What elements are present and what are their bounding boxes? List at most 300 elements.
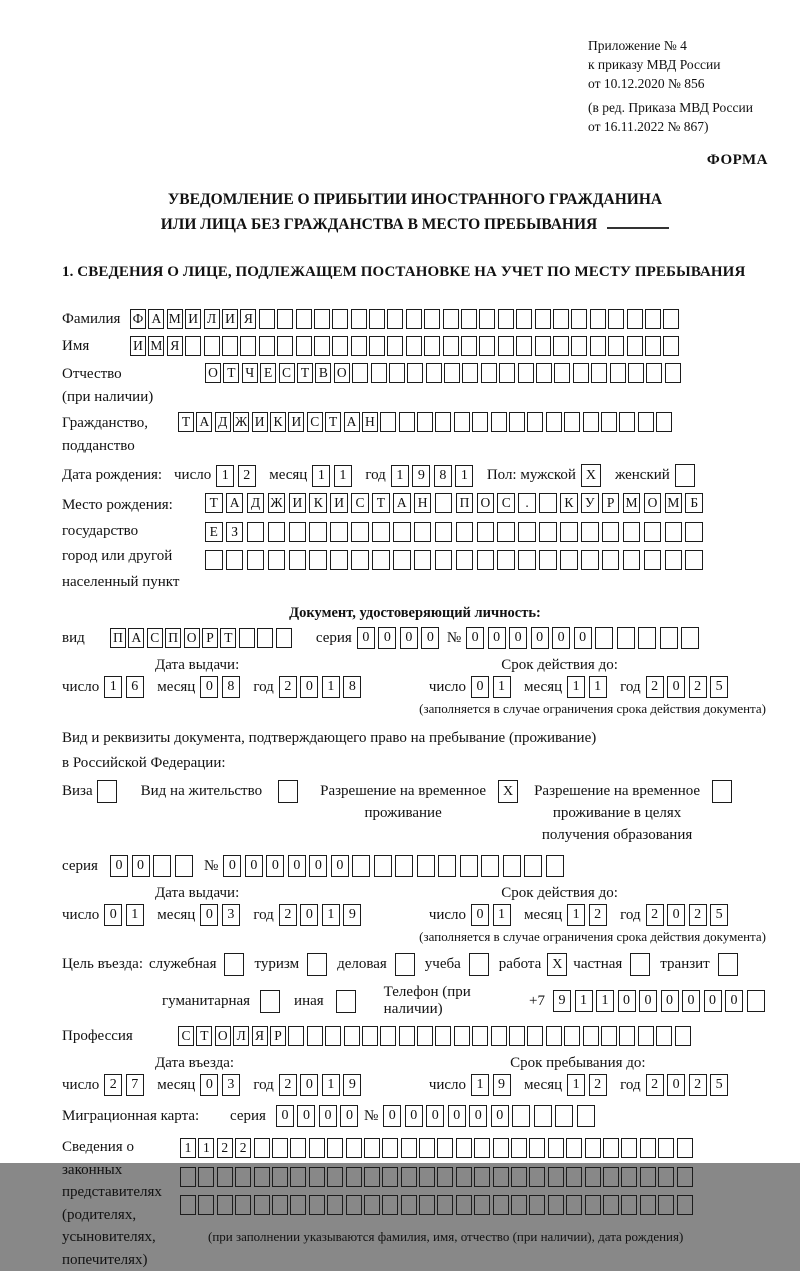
char-cell[interactable] bbox=[610, 363, 626, 383]
char-cell[interactable] bbox=[454, 1026, 470, 1046]
char-cell[interactable] bbox=[204, 336, 220, 356]
char-cell[interactable] bbox=[663, 336, 679, 356]
char-cell[interactable] bbox=[619, 412, 635, 432]
char-cell[interactable] bbox=[307, 1026, 323, 1046]
birth-place-field-1[interactable] bbox=[205, 493, 706, 513]
char-cell[interactable] bbox=[325, 1026, 341, 1046]
char-cell[interactable]: Т bbox=[196, 1026, 212, 1046]
char-cell[interactable] bbox=[527, 1026, 543, 1046]
char-cell[interactable] bbox=[535, 309, 551, 329]
char-cell[interactable] bbox=[351, 336, 367, 356]
tourism-checkbox[interactable] bbox=[307, 953, 327, 976]
char-cell[interactable] bbox=[309, 1195, 325, 1215]
char-cell[interactable]: 0 bbox=[200, 676, 218, 698]
char-cell[interactable] bbox=[247, 522, 265, 542]
char-cell[interactable] bbox=[276, 628, 292, 648]
char-cell[interactable] bbox=[309, 550, 327, 570]
char-cell[interactable] bbox=[364, 1167, 380, 1187]
char-cell[interactable]: 0 bbox=[704, 990, 722, 1012]
char-cell[interactable]: 9 bbox=[343, 1074, 361, 1096]
char-cell[interactable]: 1 bbox=[322, 904, 340, 926]
char-cell[interactable] bbox=[681, 627, 699, 649]
char-cell[interactable]: 0 bbox=[491, 1105, 509, 1127]
char-cell[interactable] bbox=[257, 628, 273, 648]
char-cell[interactable]: 0 bbox=[223, 855, 241, 877]
char-cell[interactable] bbox=[619, 1026, 635, 1046]
char-cell[interactable]: Т bbox=[372, 493, 390, 513]
char-cell[interactable]: С bbox=[351, 493, 369, 513]
char-cell[interactable] bbox=[399, 412, 415, 432]
char-cell[interactable] bbox=[380, 412, 396, 432]
char-cell[interactable]: 2 bbox=[646, 904, 664, 926]
char-cell[interactable]: 2 bbox=[646, 1074, 664, 1096]
char-cell[interactable]: К bbox=[309, 493, 327, 513]
char-cell[interactable] bbox=[511, 1167, 527, 1187]
char-cell[interactable] bbox=[382, 1138, 398, 1158]
char-cell[interactable]: 1 bbox=[312, 465, 330, 487]
char-cell[interactable]: 0 bbox=[639, 990, 657, 1012]
char-cell[interactable] bbox=[277, 336, 293, 356]
char-cell[interactable] bbox=[590, 336, 606, 356]
transit-checkbox[interactable] bbox=[718, 953, 738, 976]
char-cell[interactable]: 0 bbox=[300, 904, 318, 926]
char-cell[interactable] bbox=[546, 855, 564, 877]
char-cell[interactable]: М bbox=[167, 309, 183, 329]
legal-field-3[interactable] bbox=[180, 1195, 695, 1215]
char-cell[interactable] bbox=[290, 1167, 306, 1187]
char-cell[interactable] bbox=[640, 1195, 656, 1215]
char-cell[interactable]: 2 bbox=[689, 1074, 707, 1096]
char-cell[interactable]: 8 bbox=[434, 465, 452, 487]
char-cell[interactable] bbox=[314, 309, 330, 329]
char-cell[interactable]: Л bbox=[204, 309, 220, 329]
char-cell[interactable] bbox=[660, 627, 678, 649]
char-cell[interactable]: 2 bbox=[689, 904, 707, 926]
char-cell[interactable] bbox=[435, 522, 453, 542]
char-cell[interactable] bbox=[685, 550, 703, 570]
char-cell[interactable] bbox=[677, 1167, 693, 1187]
char-cell[interactable]: X bbox=[498, 780, 518, 803]
char-cell[interactable]: П bbox=[456, 493, 474, 513]
char-cell[interactable] bbox=[438, 855, 456, 877]
female-checkbox[interactable] bbox=[675, 464, 695, 487]
char-cell[interactable] bbox=[437, 1167, 453, 1187]
humanitarian-checkbox[interactable] bbox=[260, 990, 280, 1013]
char-cell[interactable]: С bbox=[178, 1026, 194, 1046]
char-cell[interactable] bbox=[675, 464, 695, 487]
char-cell[interactable] bbox=[289, 522, 307, 542]
char-cell[interactable] bbox=[477, 550, 495, 570]
char-cell[interactable] bbox=[407, 363, 423, 383]
char-cell[interactable] bbox=[566, 1195, 582, 1215]
char-cell[interactable] bbox=[387, 309, 403, 329]
char-cell[interactable]: Ж bbox=[233, 412, 249, 432]
char-cell[interactable]: 8 bbox=[222, 676, 240, 698]
char-cell[interactable] bbox=[479, 309, 495, 329]
char-cell[interactable]: И bbox=[288, 412, 304, 432]
char-cell[interactable] bbox=[656, 412, 672, 432]
char-cell[interactable] bbox=[260, 990, 280, 1013]
char-cell[interactable]: Я bbox=[252, 1026, 268, 1046]
char-cell[interactable] bbox=[663, 309, 679, 329]
char-cell[interactable] bbox=[512, 1105, 530, 1127]
char-cell[interactable] bbox=[424, 336, 440, 356]
birth-year-field[interactable] bbox=[391, 465, 477, 487]
char-cell[interactable] bbox=[477, 522, 495, 542]
char-cell[interactable] bbox=[509, 412, 525, 432]
char-cell[interactable]: А bbox=[196, 412, 212, 432]
char-cell[interactable] bbox=[583, 1026, 599, 1046]
char-cell[interactable] bbox=[665, 522, 683, 542]
char-cell[interactable] bbox=[372, 550, 390, 570]
char-cell[interactable]: 1 bbox=[471, 1074, 489, 1096]
char-cell[interactable]: 2 bbox=[279, 904, 297, 926]
char-cell[interactable]: 3 bbox=[222, 1074, 240, 1096]
char-cell[interactable] bbox=[414, 522, 432, 542]
char-cell[interactable]: А bbox=[128, 628, 144, 648]
char-cell[interactable] bbox=[456, 522, 474, 542]
char-cell[interactable]: 7 bbox=[126, 1074, 144, 1096]
stay-issue-year[interactable] bbox=[279, 904, 365, 926]
char-cell[interactable] bbox=[395, 953, 415, 976]
char-cell[interactable] bbox=[382, 1167, 398, 1187]
char-cell[interactable] bbox=[479, 336, 495, 356]
char-cell[interactable] bbox=[224, 953, 244, 976]
char-cell[interactable] bbox=[511, 1195, 527, 1215]
char-cell[interactable] bbox=[571, 309, 587, 329]
char-cell[interactable]: П bbox=[110, 628, 126, 648]
char-cell[interactable] bbox=[566, 1167, 582, 1187]
char-cell[interactable] bbox=[380, 1026, 396, 1046]
char-cell[interactable]: 1 bbox=[198, 1138, 214, 1158]
char-cell[interactable] bbox=[638, 627, 656, 649]
char-cell[interactable] bbox=[460, 855, 478, 877]
char-cell[interactable] bbox=[493, 1138, 509, 1158]
char-cell[interactable] bbox=[656, 1026, 672, 1046]
char-cell[interactable]: Т bbox=[325, 412, 341, 432]
char-cell[interactable] bbox=[658, 1138, 674, 1158]
char-cell[interactable]: 1 bbox=[567, 904, 585, 926]
char-cell[interactable] bbox=[198, 1195, 214, 1215]
char-cell[interactable] bbox=[571, 336, 587, 356]
char-cell[interactable]: 5 bbox=[710, 904, 728, 926]
char-cell[interactable]: 0 bbox=[309, 855, 327, 877]
char-cell[interactable] bbox=[529, 1195, 545, 1215]
char-cell[interactable] bbox=[217, 1195, 233, 1215]
char-cell[interactable]: И bbox=[252, 412, 268, 432]
temp-residence-edu-checkbox[interactable] bbox=[712, 780, 732, 803]
char-cell[interactable]: 0 bbox=[245, 855, 263, 877]
char-cell[interactable] bbox=[499, 363, 515, 383]
char-cell[interactable] bbox=[553, 336, 569, 356]
char-cell[interactable]: 0 bbox=[725, 990, 743, 1012]
char-cell[interactable] bbox=[435, 550, 453, 570]
char-cell[interactable] bbox=[595, 627, 613, 649]
char-cell[interactable]: С bbox=[279, 363, 295, 383]
char-cell[interactable] bbox=[603, 1138, 619, 1158]
char-cell[interactable] bbox=[601, 412, 617, 432]
char-cell[interactable]: 1 bbox=[575, 990, 593, 1012]
doc-valid-day[interactable] bbox=[471, 676, 514, 698]
char-cell[interactable]: С bbox=[307, 412, 323, 432]
char-cell[interactable] bbox=[217, 1167, 233, 1187]
char-cell[interactable]: X bbox=[547, 953, 567, 976]
residence-permit-checkbox[interactable] bbox=[278, 780, 298, 803]
char-cell[interactable] bbox=[546, 1026, 562, 1046]
char-cell[interactable]: 2 bbox=[217, 1138, 233, 1158]
char-cell[interactable] bbox=[401, 1138, 417, 1158]
char-cell[interactable] bbox=[307, 953, 327, 976]
char-cell[interactable] bbox=[247, 550, 265, 570]
char-cell[interactable]: А bbox=[226, 493, 244, 513]
char-cell[interactable] bbox=[665, 363, 681, 383]
char-cell[interactable]: К bbox=[560, 493, 578, 513]
char-cell[interactable] bbox=[362, 1026, 378, 1046]
char-cell[interactable] bbox=[665, 550, 683, 570]
char-cell[interactable] bbox=[677, 1138, 693, 1158]
char-cell[interactable] bbox=[548, 1195, 564, 1215]
char-cell[interactable] bbox=[327, 1195, 343, 1215]
char-cell[interactable] bbox=[601, 1026, 617, 1046]
char-cell[interactable]: 6 bbox=[126, 676, 144, 698]
char-cell[interactable] bbox=[469, 953, 489, 976]
char-cell[interactable] bbox=[417, 1026, 433, 1046]
char-cell[interactable]: 0 bbox=[300, 676, 318, 698]
char-cell[interactable] bbox=[393, 522, 411, 542]
char-cell[interactable] bbox=[374, 855, 392, 877]
char-cell[interactable]: Ч bbox=[242, 363, 258, 383]
char-cell[interactable]: 2 bbox=[104, 1074, 122, 1096]
char-cell[interactable]: 5 bbox=[710, 676, 728, 698]
birth-place-field-3[interactable] bbox=[205, 550, 706, 570]
char-cell[interactable] bbox=[346, 1167, 362, 1187]
char-cell[interactable] bbox=[497, 550, 515, 570]
char-cell[interactable]: 1 bbox=[322, 1074, 340, 1096]
char-cell[interactable] bbox=[254, 1138, 270, 1158]
char-cell[interactable] bbox=[621, 1195, 637, 1215]
other-checkbox[interactable] bbox=[336, 990, 356, 1013]
char-cell[interactable] bbox=[351, 522, 369, 542]
char-cell[interactable]: 0 bbox=[469, 1105, 487, 1127]
char-cell[interactable] bbox=[511, 1138, 527, 1158]
char-cell[interactable]: М bbox=[665, 493, 683, 513]
char-cell[interactable]: 0 bbox=[667, 904, 685, 926]
char-cell[interactable]: Я bbox=[240, 309, 256, 329]
char-cell[interactable]: 0 bbox=[421, 627, 439, 649]
char-cell[interactable]: Т bbox=[178, 412, 194, 432]
char-cell[interactable] bbox=[288, 1026, 304, 1046]
char-cell[interactable]: 0 bbox=[340, 1105, 358, 1127]
char-cell[interactable]: Р bbox=[270, 1026, 286, 1046]
char-cell[interactable] bbox=[747, 990, 765, 1012]
char-cell[interactable] bbox=[454, 412, 470, 432]
char-cell[interactable]: К bbox=[270, 412, 286, 432]
profession-field[interactable] bbox=[178, 1026, 693, 1046]
char-cell[interactable] bbox=[591, 363, 607, 383]
char-cell[interactable]: 0 bbox=[132, 855, 150, 877]
char-cell[interactable]: 0 bbox=[276, 1105, 294, 1127]
char-cell[interactable] bbox=[419, 1138, 435, 1158]
char-cell[interactable] bbox=[497, 522, 515, 542]
char-cell[interactable]: 1 bbox=[126, 904, 144, 926]
char-cell[interactable]: Д bbox=[215, 412, 231, 432]
char-cell[interactable]: 1 bbox=[334, 465, 352, 487]
char-cell[interactable]: Л bbox=[233, 1026, 249, 1046]
char-cell[interactable]: 9 bbox=[553, 990, 571, 1012]
char-cell[interactable]: А bbox=[344, 412, 360, 432]
char-cell[interactable] bbox=[623, 522, 641, 542]
char-cell[interactable]: 0 bbox=[574, 627, 592, 649]
study-checkbox[interactable] bbox=[469, 953, 489, 976]
char-cell[interactable]: 0 bbox=[200, 1074, 218, 1096]
char-cell[interactable] bbox=[493, 1167, 509, 1187]
char-cell[interactable] bbox=[268, 550, 286, 570]
char-cell[interactable] bbox=[336, 990, 356, 1013]
char-cell[interactable] bbox=[585, 1195, 601, 1215]
char-cell[interactable] bbox=[581, 522, 599, 542]
char-cell[interactable] bbox=[539, 522, 557, 542]
char-cell[interactable] bbox=[646, 363, 662, 383]
char-cell[interactable]: И bbox=[330, 493, 348, 513]
char-cell[interactable] bbox=[516, 309, 532, 329]
char-cell[interactable] bbox=[658, 1195, 674, 1215]
char-cell[interactable] bbox=[371, 363, 387, 383]
char-cell[interactable] bbox=[330, 550, 348, 570]
char-cell[interactable] bbox=[406, 309, 422, 329]
char-cell[interactable]: О bbox=[644, 493, 662, 513]
citizenship-field[interactable] bbox=[178, 412, 675, 432]
entry-month-field[interactable] bbox=[200, 1074, 243, 1096]
char-cell[interactable]: И bbox=[185, 309, 201, 329]
char-cell[interactable] bbox=[352, 855, 370, 877]
char-cell[interactable] bbox=[638, 1026, 654, 1046]
char-cell[interactable] bbox=[560, 550, 578, 570]
char-cell[interactable] bbox=[539, 550, 557, 570]
char-cell[interactable] bbox=[437, 1138, 453, 1158]
birth-day-field[interactable] bbox=[216, 465, 259, 487]
char-cell[interactable]: 1 bbox=[493, 904, 511, 926]
doc-issue-year[interactable] bbox=[279, 676, 365, 698]
char-cell[interactable] bbox=[424, 309, 440, 329]
until-year-field[interactable] bbox=[646, 1074, 732, 1096]
char-cell[interactable]: 1 bbox=[180, 1138, 196, 1158]
char-cell[interactable]: Б bbox=[685, 493, 703, 513]
char-cell[interactable] bbox=[585, 1167, 601, 1187]
char-cell[interactable] bbox=[417, 412, 433, 432]
char-cell[interactable]: Т bbox=[297, 363, 313, 383]
char-cell[interactable] bbox=[330, 522, 348, 542]
char-cell[interactable]: 0 bbox=[667, 1074, 685, 1096]
char-cell[interactable] bbox=[185, 336, 201, 356]
char-cell[interactable]: 1 bbox=[391, 465, 409, 487]
char-cell[interactable]: 1 bbox=[567, 1074, 585, 1096]
char-cell[interactable] bbox=[491, 412, 507, 432]
char-cell[interactable] bbox=[553, 309, 569, 329]
char-cell[interactable] bbox=[369, 309, 385, 329]
char-cell[interactable]: 3 bbox=[222, 904, 240, 926]
char-cell[interactable] bbox=[602, 550, 620, 570]
char-cell[interactable]: И bbox=[289, 493, 307, 513]
char-cell[interactable] bbox=[474, 1167, 490, 1187]
char-cell[interactable]: 2 bbox=[589, 1074, 607, 1096]
char-cell[interactable] bbox=[640, 1167, 656, 1187]
char-cell[interactable] bbox=[621, 1138, 637, 1158]
char-cell[interactable]: П bbox=[165, 628, 181, 648]
char-cell[interactable]: И bbox=[130, 336, 146, 356]
char-cell[interactable]: 0 bbox=[378, 627, 396, 649]
char-cell[interactable] bbox=[628, 363, 644, 383]
char-cell[interactable] bbox=[289, 550, 307, 570]
char-cell[interactable] bbox=[205, 550, 223, 570]
char-cell[interactable] bbox=[456, 1195, 472, 1215]
char-cell[interactable] bbox=[259, 309, 275, 329]
until-month-field[interactable] bbox=[567, 1074, 610, 1096]
char-cell[interactable] bbox=[546, 412, 562, 432]
char-cell[interactable]: С bbox=[147, 628, 163, 648]
char-cell[interactable]: М bbox=[148, 336, 164, 356]
char-cell[interactable] bbox=[235, 1195, 251, 1215]
char-cell[interactable]: Р bbox=[602, 493, 620, 513]
char-cell[interactable] bbox=[534, 1105, 552, 1127]
char-cell[interactable] bbox=[712, 780, 732, 803]
stay-valid-year[interactable] bbox=[646, 904, 732, 926]
char-cell[interactable]: Е bbox=[205, 522, 223, 542]
char-cell[interactable] bbox=[351, 550, 369, 570]
doc-series-field[interactable] bbox=[357, 627, 443, 649]
char-cell[interactable]: О bbox=[334, 363, 350, 383]
char-cell[interactable] bbox=[254, 1167, 270, 1187]
char-cell[interactable]: 0 bbox=[488, 627, 506, 649]
char-cell[interactable] bbox=[456, 550, 474, 570]
char-cell[interactable]: 0 bbox=[357, 627, 375, 649]
char-cell[interactable]: X bbox=[581, 464, 601, 487]
char-cell[interactable] bbox=[645, 336, 661, 356]
char-cell[interactable]: 2 bbox=[279, 1074, 297, 1096]
char-cell[interactable]: 8 bbox=[343, 676, 361, 698]
char-cell[interactable] bbox=[290, 1138, 306, 1158]
char-cell[interactable] bbox=[548, 1138, 564, 1158]
male-checkbox[interactable] bbox=[581, 464, 601, 487]
until-day-field[interactable] bbox=[471, 1074, 514, 1096]
birth-place-field-2[interactable] bbox=[205, 522, 706, 542]
entry-day-field[interactable] bbox=[104, 1074, 147, 1096]
char-cell[interactable] bbox=[585, 1138, 601, 1158]
name-field[interactable] bbox=[130, 336, 682, 356]
official-checkbox[interactable] bbox=[224, 953, 244, 976]
stay-number-field[interactable] bbox=[223, 855, 567, 877]
entry-year-field[interactable] bbox=[279, 1074, 365, 1096]
char-cell[interactable] bbox=[560, 522, 578, 542]
char-cell[interactable]: 0 bbox=[383, 1105, 401, 1127]
char-cell[interactable] bbox=[180, 1167, 196, 1187]
char-cell[interactable] bbox=[332, 309, 348, 329]
char-cell[interactable]: Ж bbox=[268, 493, 286, 513]
char-cell[interactable]: 0 bbox=[319, 1105, 337, 1127]
legal-field-2[interactable] bbox=[180, 1167, 695, 1187]
doc-issue-day[interactable] bbox=[104, 676, 147, 698]
char-cell[interactable]: 0 bbox=[331, 855, 349, 877]
char-cell[interactable] bbox=[658, 1167, 674, 1187]
char-cell[interactable] bbox=[175, 855, 193, 877]
char-cell[interactable] bbox=[474, 1195, 490, 1215]
char-cell[interactable] bbox=[395, 855, 413, 877]
char-cell[interactable]: З bbox=[226, 522, 244, 542]
char-cell[interactable] bbox=[327, 1138, 343, 1158]
doc-valid-year[interactable] bbox=[646, 676, 732, 698]
char-cell[interactable] bbox=[278, 780, 298, 803]
char-cell[interactable]: 0 bbox=[104, 904, 122, 926]
temp-residence-checkbox[interactable] bbox=[498, 780, 518, 803]
